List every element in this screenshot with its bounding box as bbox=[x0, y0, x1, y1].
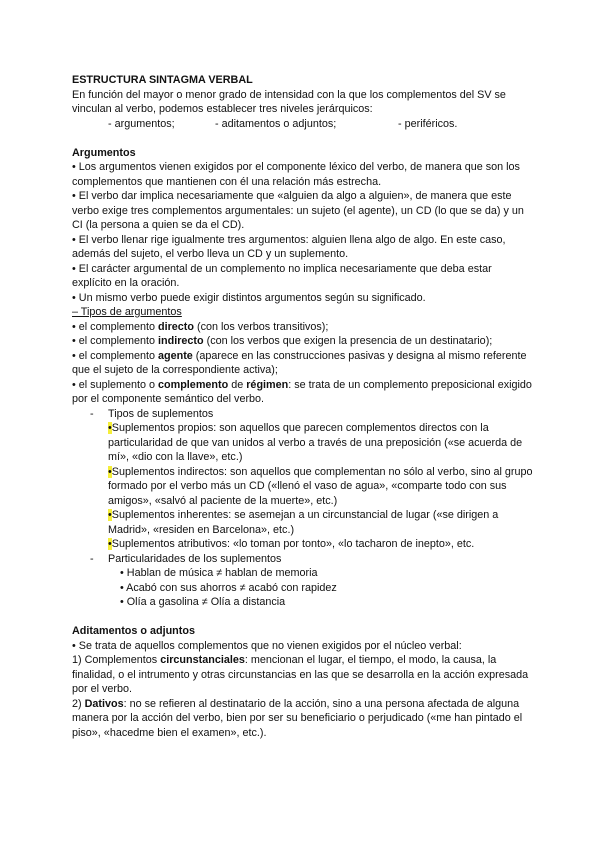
suplemento-inherentes: •Suplementos inherentes: se asemejan a un circunstancial de lugar («se dirigen a Madrid», «residen en Barcelona», etc.) bbox=[108, 509, 499, 536]
highlighted-bullet: • bbox=[108, 509, 112, 521]
suplemento-atributivos: •Suplementos atributivos: «lo toman por tonto», «lo tacharon de inepto», etc. bbox=[108, 538, 475, 550]
aditamentos-circunstanciales: 1) Complementos circunstanciales: mencionan el lugar, el tiempo, el modo, la causa, la finalidad, o el intrumento y otras circunstancias en las que se desarrolla en la acción expresada por el verbo. bbox=[72, 654, 529, 695]
aditamentos-paragraph-1: • Se trata de aquellos complementos que no vienen exigidos por el núcleo verbal: bbox=[72, 639, 462, 652]
highlighted-bullet: • bbox=[108, 465, 112, 478]
level-aditamentos: - aditamentos o adjuntos; bbox=[215, 117, 337, 130]
particularidades-label: Particularidades de los suplementos bbox=[108, 552, 282, 565]
tipo-indirecto: • el complemento indirecto (con los verbos que exigen la presencia de un destinatario); bbox=[72, 335, 493, 347]
ejemplo-1: • Hablan de música ≠ hablan de memoria bbox=[120, 567, 318, 579]
aditamentos-dativos: 2) Dativos: no se refieren al destinatario de la acción, sino a una persona afectada de alguna manera por la acción del verbo, bien por ser su beneficiario o perjudicado («me han pintado el piso», «hacedme bien el examen», etc.). bbox=[72, 697, 523, 739]
levels-list bbox=[72, 117, 534, 132]
tipo-directo: • el complemento directo (con los verbos transitivos); bbox=[72, 320, 329, 333]
section-heading-argumentos: Argumentos bbox=[72, 146, 136, 159]
ejemplo-3: • Olía a gasolina ≠ Olía a distancia bbox=[120, 596, 286, 608]
document-body bbox=[72, 73, 534, 740]
highlighted-bullet: • bbox=[108, 422, 112, 434]
tipos-argumentos-heading: – Tipos de argumentos bbox=[72, 306, 182, 318]
ejemplo-2: • Acabó con sus ahorros ≠ acabó con rapidez bbox=[120, 581, 337, 594]
level-argumentos: - argumentos; bbox=[108, 117, 175, 130]
tipos-suplementos-label: Tipos de suplementos bbox=[108, 407, 214, 420]
document-title: ESTRUCTURA SINTAGMA VERBAL bbox=[72, 74, 253, 86]
dash-marker: - bbox=[90, 552, 94, 565]
intro-paragraph: En función del mayor o menor grado de intensidad con la que los complementos del SV se vinculan al verbo, podemos establecer tres niveles jerárquicos: bbox=[72, 88, 506, 115]
tipo-agente: • el complemento agente (aparece en las construcciones pasivas y designa al mismo referente que el sujeto de la correspondiente activa); bbox=[72, 349, 527, 376]
particularidades-list bbox=[72, 566, 534, 610]
tipo-suplemento: • el suplemento o complemento de régimen: se trata de un complemento preposicional exigido por el componente semántico del verbo. bbox=[72, 378, 532, 405]
suplemento-indirectos: •Suplementos indirectos: son aquellos que complementan no sólo al verbo, sino al grupo formado por el verbo más un CD («llenó el vaso de agua», «comparte todo con sus amigos», «salvó al paciente de la muerte», etc.) bbox=[108, 465, 533, 507]
argumentos-paragraph-5: • Un mismo verbo puede exigir distintos argumentos según su significado. bbox=[72, 291, 426, 304]
level-perifericos: - periféricos. bbox=[398, 117, 458, 130]
argumentos-paragraph-1: • Los argumentos vienen exigidos por el componente léxico del verbo, de manera que son los complementos que mantienen con él una relación más estrecha. bbox=[72, 161, 520, 188]
section-heading-aditamentos: Aditamentos o adjuntos bbox=[72, 625, 195, 637]
suplemento-propios: •Suplementos propios: son aquellos que parecen complementos directos con la particularidad de que van unidos al verbo a través de una preposición («se acuerda de mí», «dio con la llave», etc.) bbox=[108, 422, 523, 463]
particularidades-item bbox=[72, 552, 534, 567]
highlighted-bullet: • bbox=[108, 538, 112, 550]
suplementos-list bbox=[72, 421, 534, 552]
dash-marker: - bbox=[90, 407, 94, 420]
argumentos-paragraph-3: • El verbo llenar rige igualmente tres argumentos: alguien llena algo de algo. En este caso, además del sujeto, el verbo lleva un CD y un suplemento. bbox=[72, 233, 506, 260]
argumentos-paragraph-4: • El carácter argumental de un complemento no implica necesariamente que deba estar explícito en la oración. bbox=[72, 262, 492, 289]
argumentos-paragraph-2: • El verbo dar implica necesariamente que «alguien da algo a alguien», de manera que este verbo exige tres complementos argumentales: un sujeto (el agente), un CD (lo que se da) y un CI (la persona a quien se da el CD). bbox=[72, 190, 524, 231]
tipos-suplementos-item bbox=[72, 407, 534, 422]
